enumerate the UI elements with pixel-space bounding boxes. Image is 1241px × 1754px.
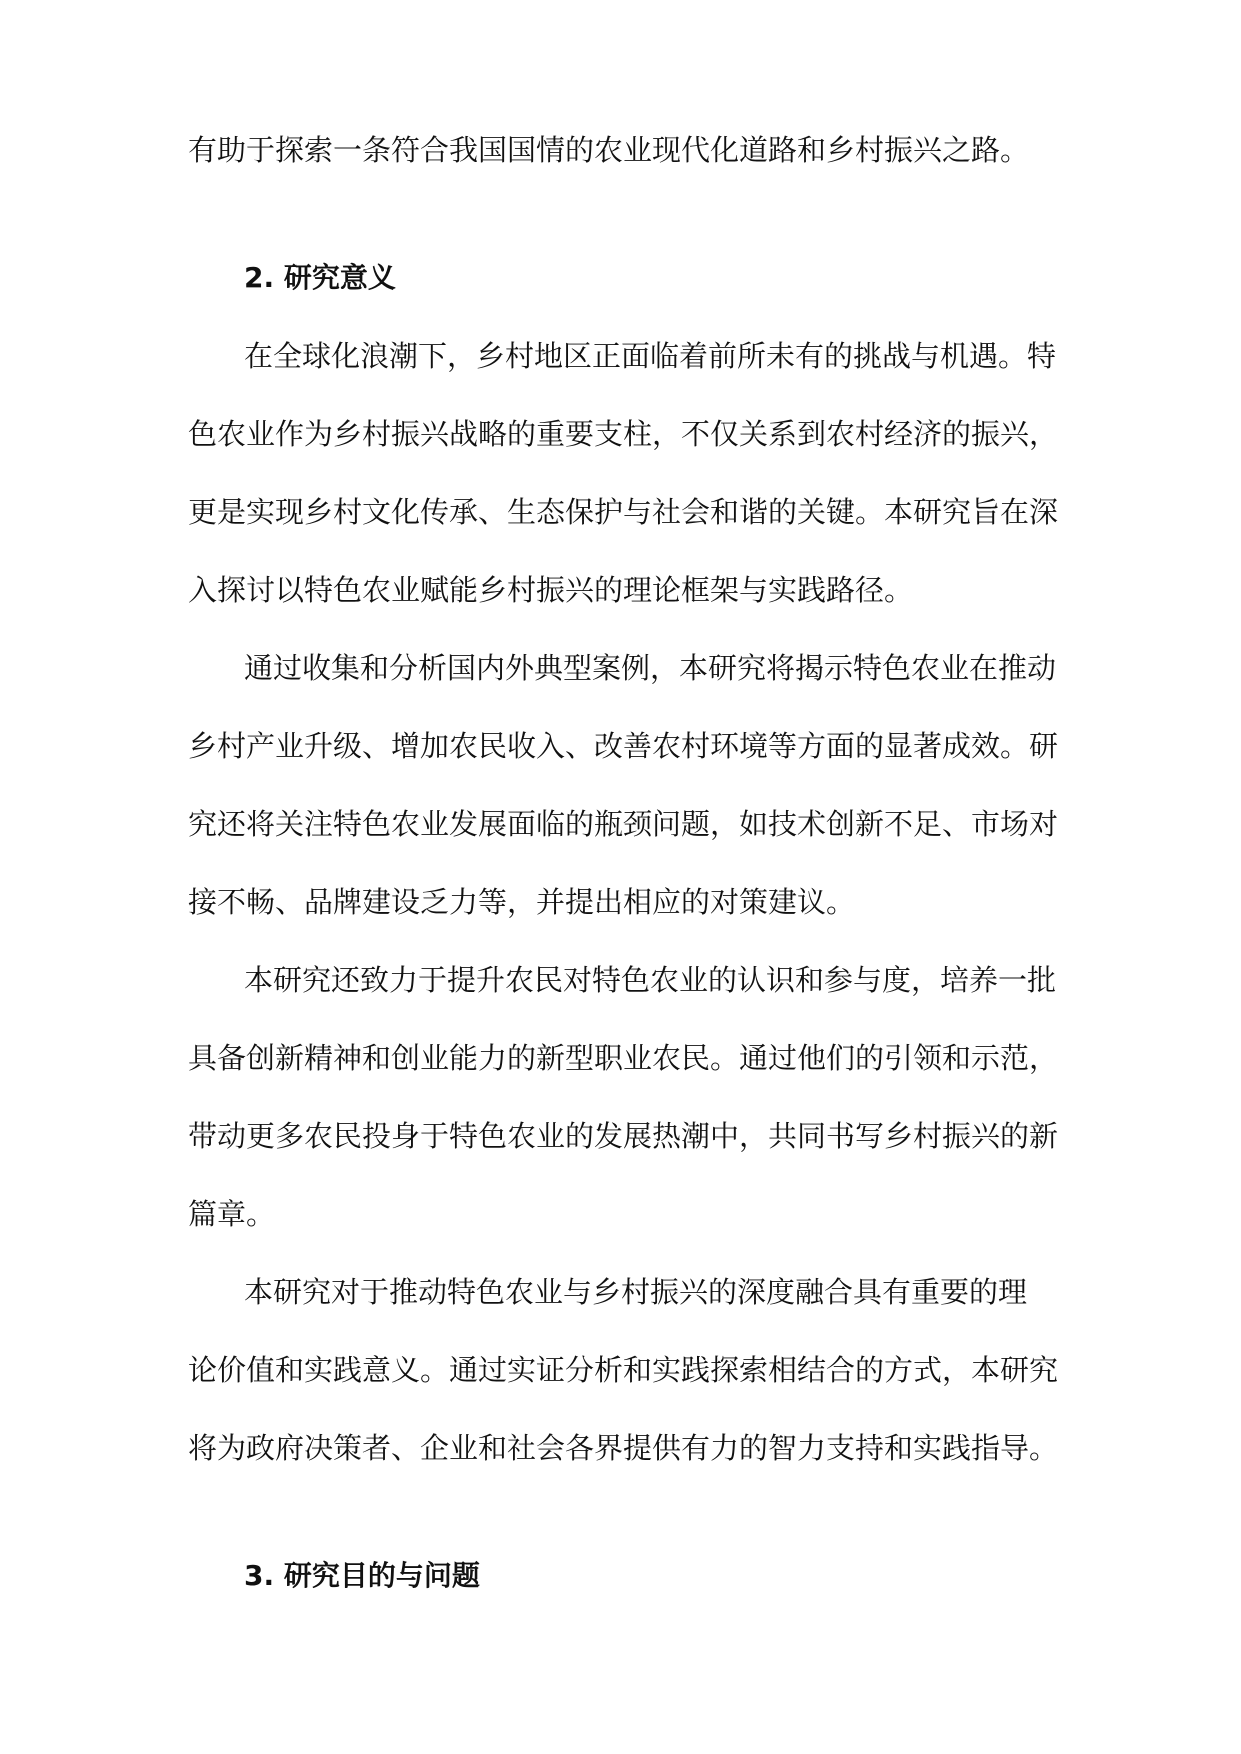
paragraph-line: 本研究还致力于提升农民对特色农业的认识和参与度，培养一批 (244, 963, 1057, 997)
paragraph-line: 色农业作为乡村振兴战略的重要支柱，不仅关系到农村经济的振兴， (188, 417, 1059, 451)
paragraph-line: 将为政府决策者、企业和社会各界提供有力的智力支持和实践指导。 (188, 1431, 1059, 1465)
paragraph-line: 带动更多农民投身于特色农业的发展热潮中，共同书写乡村振兴的新 (188, 1119, 1059, 1153)
paragraph-line: 乡村产业升级、增加农民收入、改善农村环境等方面的显著成效。研 (188, 729, 1059, 763)
paragraph-line: 具备创新精神和创业能力的新型职业农民。通过他们的引领和示范， (188, 1041, 1059, 1075)
paragraph-line: 接不畅、品牌建设乏力等，并提出相应的对策建议。 (188, 885, 856, 919)
paragraph-line: 本研究对于推动特色农业与乡村振兴的深度融合具有重要的理 (244, 1275, 1028, 1309)
paragraph-line: 在全球化浪潮下，乡村地区正面临着前所未有的挑战与机遇。特 (244, 339, 1057, 373)
paragraph-line: 入探讨以特色农业赋能乡村振兴的理论框架与实践路径。 (188, 573, 914, 607)
paragraph-line: 究还将关注特色农业发展面临的瓶颈问题，如技术创新不足、市场对 (188, 807, 1059, 841)
section-heading-research-objectives: 3. 研究目的与问题 (244, 1559, 480, 1592)
paragraph-line: 论价值和实践意义。通过实证分析和实践探索相结合的方式，本研究 (188, 1353, 1059, 1387)
paragraph-line: 篇章。 (188, 1197, 276, 1231)
section-heading-research-significance: 2. 研究意义 (244, 261, 396, 294)
paragraph-line: 有助于探索一条符合我国国情的农业现代化道路和乡村振兴之路。 (188, 133, 1030, 167)
paragraph-line: 更是实现乡村文化传承、生态保护与社会和谐的关键。本研究旨在深 (188, 495, 1059, 529)
paragraph-line: 通过收集和分析国内外典型案例，本研究将揭示特色农业在推动 (244, 651, 1057, 685)
